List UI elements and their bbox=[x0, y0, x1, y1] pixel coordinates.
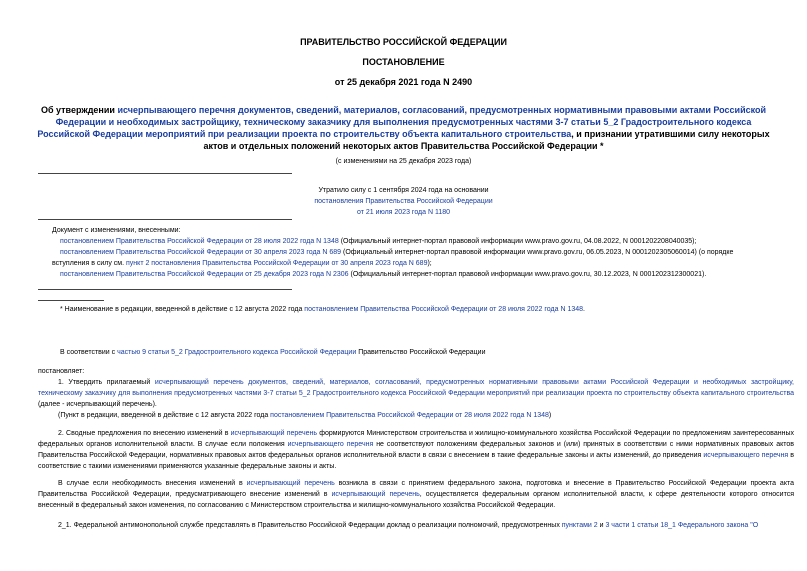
paragraph-2 bbox=[38, 428, 794, 472]
law-link[interactable]: 3 части 1 статьи 18_1 Федерального закона "О bbox=[605, 522, 759, 529]
divider bbox=[38, 289, 292, 290]
expired-link-1[interactable]: постановления Правительства Российской Федерации bbox=[314, 198, 493, 205]
amendment-link[interactable]: постановлением Правительства Российской Федерации от 25 декабря 2023 года N 2306 bbox=[60, 271, 349, 278]
expired-link-2[interactable]: от 21 июля 2023 года N 1180 bbox=[356, 209, 451, 216]
list-link[interactable]: исчерпывающий перечень bbox=[331, 491, 420, 498]
expired-text: Утратило силу с 1 сентября 2024 года на основании bbox=[318, 187, 489, 194]
amendment-item bbox=[52, 236, 792, 247]
title-prefix: Об утверждении bbox=[40, 105, 118, 115]
title-link[interactable]: исчерпывающего перечня документов, сведений, материалов, согласований, предусмотренных нормативными правовыми актами Российской Федерации и необходимых застройщику, техническому заказчику для выполнения предусмотренных частями 3-7 статьи 5_2 Градостроительного кодекса Российской Федерации мероприятий при реализации проекта по строительству объекта капитального строительства bbox=[37, 105, 767, 139]
note-text: ) bbox=[548, 412, 552, 419]
title-suffix: , и признании утратившими силу некоторых актов и отдельных положений некоторых актов Правительства Российской Федерации * bbox=[203, 129, 770, 151]
amendment-text: ); bbox=[427, 260, 432, 267]
note-text: (Пункт в редакции, введенной в действие с 12 августа 2022 года bbox=[58, 412, 271, 419]
amendment-item bbox=[52, 269, 792, 280]
amendment-link[interactable]: постановлением Правительства Российской Федерации от 30 апреля 2023 года N 689 bbox=[60, 249, 342, 256]
footnote-end: . bbox=[583, 306, 585, 313]
government-name: ПРАВИТЕЛЬСТВО РОССИЙСКОЙ ФЕДЕРАЦИИ bbox=[300, 37, 507, 47]
amendment-text: вступления в силу см. bbox=[52, 260, 127, 267]
amendment-item bbox=[52, 247, 792, 258]
paragraph-text: в соответствие с такими изменениями применяются указанные федеральные законы и акты. bbox=[38, 452, 794, 470]
document-title bbox=[30, 104, 777, 152]
amendment-link[interactable]: пункт 2 постановления Правительства Российской Федерации от 30 апреля 2023 года N 689 bbox=[126, 260, 428, 267]
paragraph-text: В случае если необходимость внесения изменений в bbox=[58, 480, 247, 487]
list-link[interactable]: исчерпывающий перечень документов, сведений, материалов, согласований, предусмотренных нормативными правовыми актами Российской Федерации и необходимых застройщику, техническому заказчику для выполнения предусмотренных частями 3-7 статьи 5_2 Градостроительного кодекса Российской Федерации мероприятий при реализации проекта по строительству объекта капитального строительства bbox=[38, 379, 795, 397]
footnote-divider bbox=[38, 300, 104, 301]
accordance-paragraph bbox=[60, 347, 790, 358]
divider bbox=[38, 219, 292, 220]
amendment-text: (Официальный интернет-портал правовой информации www.pravo.gov.ru, 04.08.2022, N 0001202208040035); bbox=[338, 238, 697, 245]
footnote-text: * Наименование в редакции, введенной в действие с 12 августа 2022 года bbox=[60, 306, 305, 313]
paragraph-3 bbox=[38, 478, 794, 511]
document-date-number: от 25 декабря 2021 года N 2490 bbox=[334, 77, 473, 87]
list-link[interactable]: исчерпывающего перечня bbox=[287, 441, 374, 448]
changes-note: (с изменениями на 25 декабря 2023 года) bbox=[335, 158, 472, 165]
document-type: ПОСТАНОВЛЕНИЕ bbox=[362, 57, 445, 67]
footnote bbox=[60, 304, 790, 315]
paragraph-text: 2. Сводные предложения по внесению изменений в bbox=[58, 430, 231, 437]
paragraph-text: (далее - исчерпывающий перечень). bbox=[38, 401, 157, 408]
paragraph-1-note bbox=[58, 410, 794, 421]
expired-block bbox=[0, 185, 807, 218]
amendment-link[interactable]: постановлением Правительства Российской Федерации от 28 июля 2022 года N 1348 bbox=[60, 238, 339, 245]
amendment-text: (Официальный интернет-портал правовой информации www.pravo.gov.ru, 30.12.2023, N 0001202312300021). bbox=[348, 271, 707, 278]
paragraph-text: , осуществляется федеральным органом исполнительной власти, к сфере деятельности которого относится внесенный в федеральный закон изменения, по согласованию с Министерством строительства и жилищно-коммунального хозяйства Российской Федерации. bbox=[38, 491, 794, 509]
footnote-link[interactable]: постановлением Правительства Российской Федерации от 28 июля 2022 года N 1348 bbox=[304, 306, 584, 313]
paragraph-text: и bbox=[597, 522, 606, 529]
paragraph-text: В соответствии с bbox=[60, 349, 118, 356]
amendment-item-cont bbox=[52, 258, 792, 269]
paragraph-text: возникла в связи с принятием федерального закона, подготовка и внесение в Правительство Российской Федерации проекта акта Правительства Российской Федерации, предусматривающего внесение изменений в bbox=[38, 480, 794, 498]
amendments-block bbox=[52, 225, 792, 280]
law-link[interactable]: пунктами 2 bbox=[561, 522, 598, 529]
code-link[interactable]: частью 9 статьи 5_2 Градостроительного кодекса Российской Федерации bbox=[117, 349, 357, 356]
list-link[interactable]: исчерпывающего перечня bbox=[703, 452, 789, 459]
decrees-word: постановляет: bbox=[38, 368, 85, 375]
paragraph-text: формируются Министерством строительства и жилищно-коммунального хозяйства Российской Федерации по предложениям заинтересованных федеральных органов исполнительной власти. В случае если положения bbox=[38, 430, 794, 448]
list-link[interactable]: исчерпывающий перечень bbox=[230, 430, 318, 437]
note-link[interactable]: постановлением Правительства Российской Федерации от 28 июля 2022 года N 1348 bbox=[270, 412, 549, 419]
list-link[interactable]: исчерпывающий перечень bbox=[246, 480, 335, 487]
paragraph-2-1 bbox=[38, 520, 798, 531]
divider bbox=[38, 173, 292, 174]
paragraph-text: 1. Утвердить прилагаемый bbox=[58, 379, 155, 386]
paragraph-1 bbox=[38, 377, 794, 410]
paragraph-text: 2_1. Федеральной антимонопольной службе представлять в Правительство Российской Федерации доклад о реализации полномочий, предусмотренных bbox=[58, 522, 562, 529]
amendments-intro: Документ с изменениями, внесенными: bbox=[52, 227, 181, 234]
amendment-text: (Официальный интернет-портал правовой информации www.pravo.gov.ru, 06.05.2023, N 0001202305060014) (о порядке bbox=[341, 249, 734, 256]
paragraph-text: не соответствуют положениям федеральных законов и (или) принятых в соответствии с ними нормативных правовых актов Правительства Российской Федерации, нормативных правовых актов федеральных органов исполнительной власти в связи с внесением в такие федеральные законы и акты изменений, до приведения bbox=[38, 441, 794, 459]
paragraph-text: Правительство Российской Федерации bbox=[356, 349, 486, 356]
